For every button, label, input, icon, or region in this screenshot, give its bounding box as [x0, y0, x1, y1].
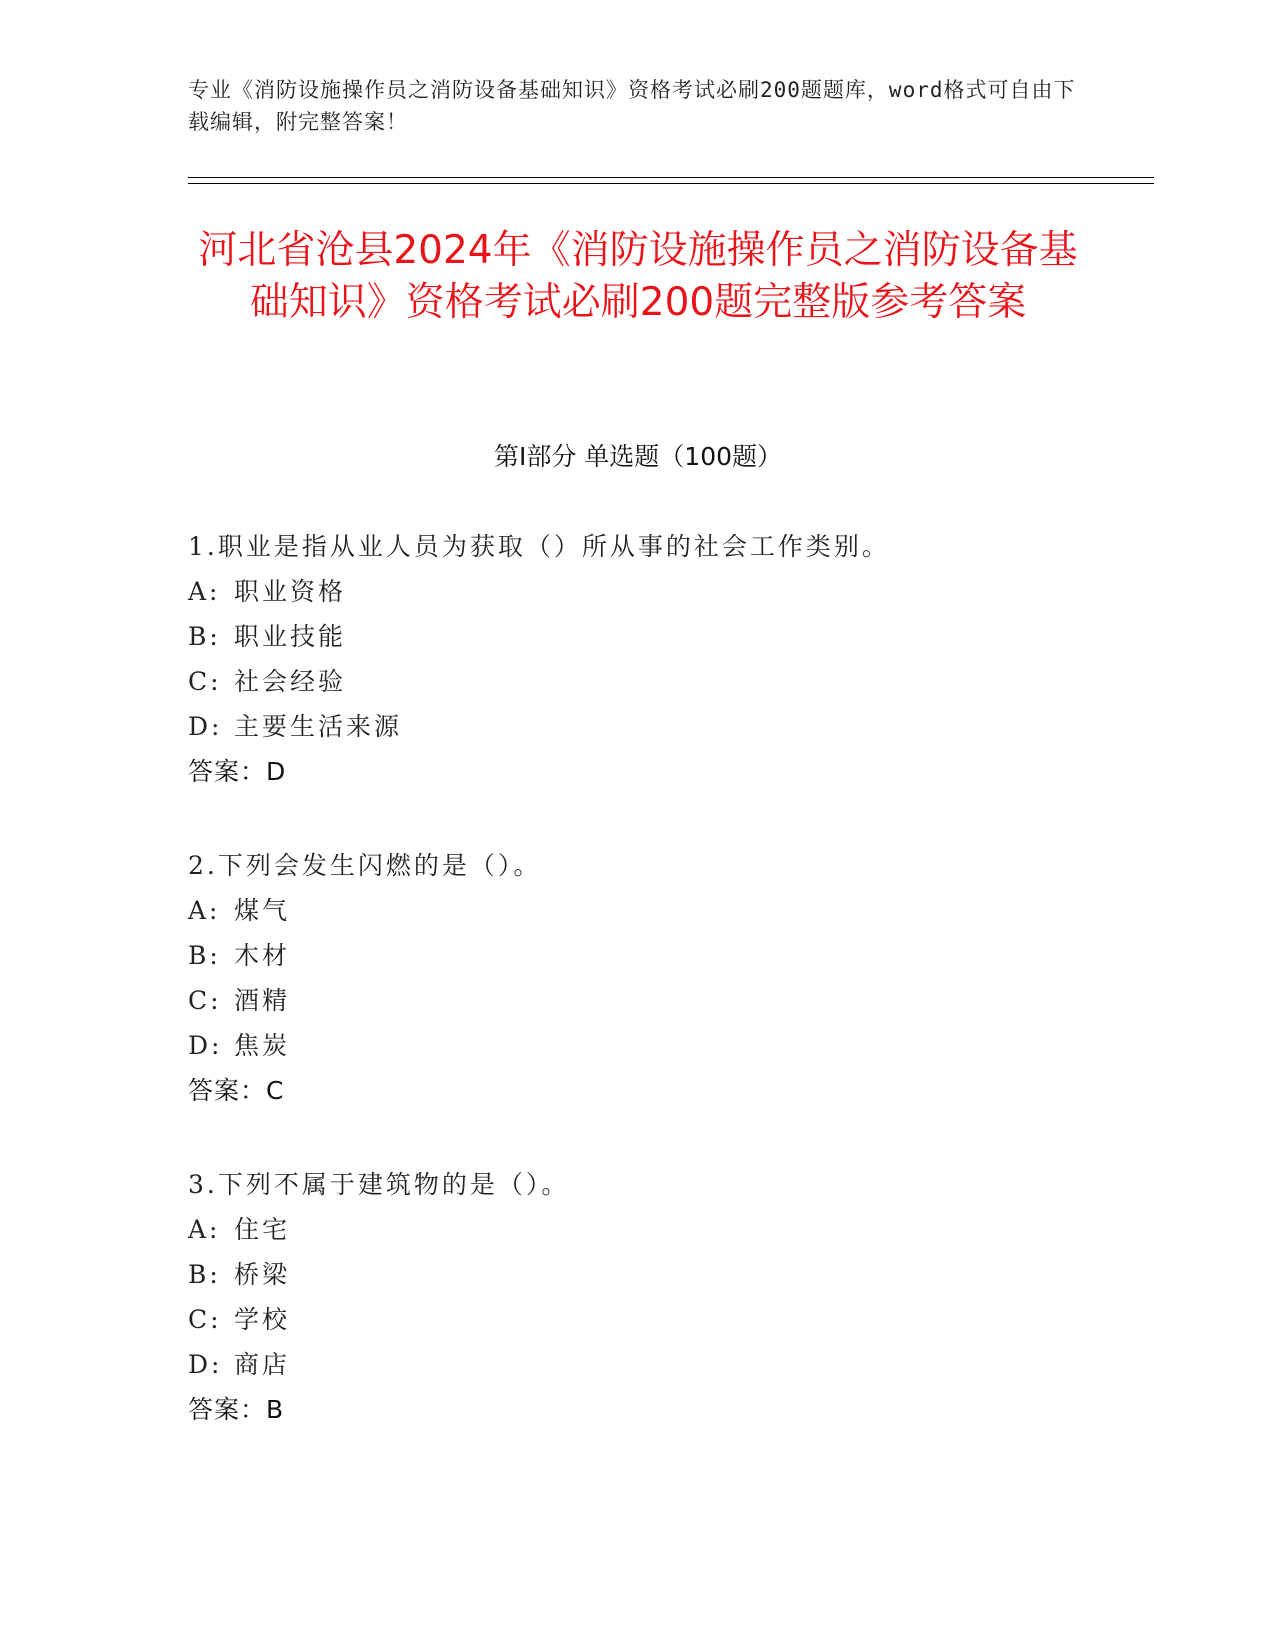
question-option	[188, 933, 1118, 978]
question-block	[188, 1162, 1118, 1432]
option-text: 学校	[234, 1305, 291, 1334]
option-letter: C:	[188, 667, 222, 696]
option-text: 职业资格	[234, 577, 347, 606]
question-option	[188, 888, 1118, 933]
option-text: 住宅	[234, 1215, 291, 1244]
question-block	[188, 843, 1118, 1113]
option-text: 社会经验	[234, 667, 347, 696]
header-divider-bottom	[188, 183, 1154, 184]
option-text: 桥梁	[234, 1260, 291, 1289]
option-letter: A:	[188, 577, 221, 606]
question-option	[188, 1252, 1118, 1297]
option-letter: B:	[188, 941, 221, 970]
option-letter: B:	[188, 622, 221, 651]
header-note: 专业《消防设施操作员之消防设备基础知识》资格考试必刷200题题库，word格式可自由下载编辑，附完整答案！	[188, 78, 1076, 134]
option-text: 职业技能	[234, 622, 347, 651]
option-letter: C:	[188, 986, 222, 1015]
section-heading: 第Ⅰ部分 单选题（100题）	[493, 442, 783, 471]
question-answer: 答案：D	[188, 757, 287, 786]
option-text: 主要生活来源	[234, 712, 403, 741]
option-letter: D:	[188, 712, 223, 741]
question-stem: 2.下列会发生闪燃的是（）。	[188, 851, 542, 880]
option-text: 酒精	[234, 986, 291, 1015]
option-text: 焦炭	[234, 1031, 291, 1060]
question-stem: 3.下列不属于建筑物的是（）。	[188, 1170, 570, 1199]
question-option	[188, 1297, 1118, 1342]
question-answer: 答案：C	[188, 1076, 285, 1105]
question-option	[188, 1342, 1118, 1387]
option-text: 木材	[234, 941, 291, 970]
question-block	[188, 524, 1118, 794]
option-text: 商店	[234, 1350, 291, 1379]
question-stem: 1.职业是指从业人员为获取（）所从事的社会工作类别。	[188, 532, 890, 561]
question-option	[188, 978, 1118, 1023]
option-text: 煤气	[234, 896, 291, 925]
option-letter: D:	[188, 1031, 223, 1060]
document-title: 河北省沧县2024年《消防设施操作员之消防设备基础知识》资格考试必刷200题完整版参考答案	[198, 228, 1078, 325]
question-option	[188, 659, 1118, 704]
question-option	[188, 614, 1118, 659]
option-letter: D:	[188, 1350, 223, 1379]
option-letter: C:	[188, 1305, 222, 1334]
option-letter: A:	[188, 896, 221, 925]
question-option	[188, 569, 1118, 614]
question-answer: 答案：B	[188, 1395, 285, 1424]
option-letter: A:	[188, 1215, 221, 1244]
question-option	[188, 1207, 1118, 1252]
question-option	[188, 704, 1118, 749]
question-option	[188, 1023, 1118, 1068]
option-letter: B:	[188, 1260, 221, 1289]
header-divider-top	[188, 177, 1154, 178]
